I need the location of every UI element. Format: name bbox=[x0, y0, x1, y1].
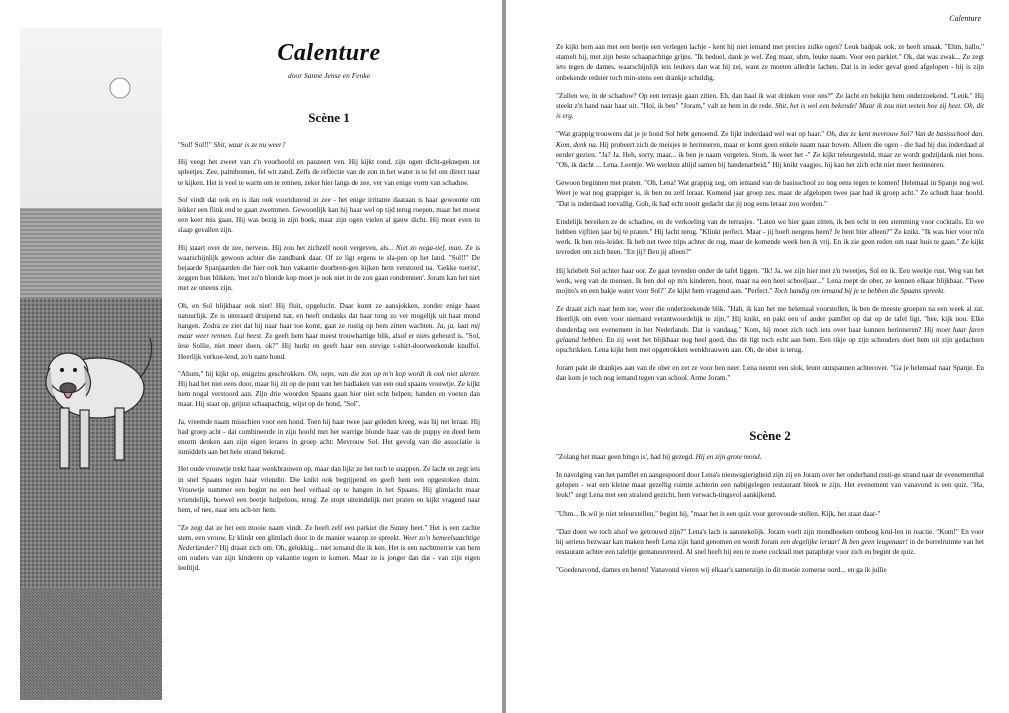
paragraph-text: "Zullen we, in de schaduw? Op een terrasje gaan zitten. Eh, dan haal ik wat drinken voor ons?" Ze lacht en bekijkt hem onderzoekend. "Leuk." Hij steekt z'n hand naar haar uit. "Hoi, ik ben" "Joram," valt ze hem in de rede. bbox=[556, 91, 984, 111]
paragraph bbox=[556, 565, 984, 575]
paragraph bbox=[178, 140, 480, 150]
dog-beach-illustration bbox=[20, 28, 162, 700]
running-head: Calenture bbox=[949, 14, 981, 23]
scene-1-body bbox=[178, 140, 480, 574]
paragraph bbox=[178, 195, 480, 236]
paragraph bbox=[556, 42, 984, 83]
right-page-text bbox=[556, 42, 984, 584]
story-title: Calenture bbox=[277, 40, 381, 66]
paragraph-text: In navolging van het pamflet en aangespoord door Lena's nieuwsgierigheid zijn zij en Joram over het onderhand rusti-ge strand naar de evenementhal gelopen - wat een kleine maar gezellig ruimte achterin een nabijgelegen restaurant bleek te zijn. Het evenement van vanavond is een quiz. "Ha, leuk!" zegt Lena met een stralend gezicht, hem verwach-tingsvol aankijkend. bbox=[556, 470, 984, 500]
paragraph-text-after: Ze geeft hem haar meest trouwhartige blik, alsof er niets gebeurd is. "Sol, lese Sollie, niet meer doen, ok?" Hij hurkt en geeft haar een stevige t-shirt-doorweekende knuffel. Heerlijk verkoe-lend, zo'n natte hond. bbox=[178, 332, 480, 361]
paragraph-italic-thought: Ja, ja, laat mij maar weer rennen. Lui beest. bbox=[178, 322, 480, 341]
paragraph-text: "Uhm... Ik wil je niet teleurstellen," begint hij, "maar het is een quiz voor gerovoude stellen. Kijk, het staat daar-" bbox=[556, 509, 881, 518]
paragraph-text: Joram pakt de drankjes aan van de ober en zet ze voor hen neer. Lena neemt een slok, leunt ontspannen achterover. "Ga je helemaal naar Spanje. En dan kom je toch nog iemand tegen van school. Arme Joram." bbox=[556, 364, 984, 383]
paragraph-text: "Zolang het maar geen bingo is', had hij gezegd. bbox=[556, 452, 696, 461]
paragraph bbox=[556, 470, 984, 501]
paragraph bbox=[556, 266, 984, 297]
paragraph-text: "Ahum," hij kijkt op, enigzins geschrokken. bbox=[178, 369, 309, 378]
paragraph-text: Gewoon beginnen met praten. "Oh, Lena! Wat grappig zeg, om iemand van de basisschool zo nog eens tegen te komen! Helemaal in Spanje nog wel. Weet je wat nog grappiger is, ik ben nu zelf leraar. Komend jaar groep zes, maar de afgelopen twee jaar had ik groep acht." Ze schudt haar hoofd. "Dat is inderdaad toevallig. Goh, ik had echt nooit gedacht dat jij nog eens leraar zou worden." bbox=[556, 179, 984, 208]
paragraph-italic-thought: Hij en zijn grote mond. bbox=[695, 452, 762, 461]
scene-2-body bbox=[556, 452, 984, 576]
left-page bbox=[0, 0, 502, 713]
paragraph-italic-thought: Oh, oeps, van die zon op m'n kop wordt ik ook niet alerter. bbox=[308, 369, 481, 378]
paragraph bbox=[556, 452, 984, 462]
paragraph-italic-thought: Weer zo'n hemeelsaachtige Nederlander? bbox=[178, 533, 480, 552]
paragraph bbox=[556, 509, 984, 519]
paragraph bbox=[178, 417, 480, 458]
paragraph bbox=[556, 363, 984, 383]
paragraph-italic-thought: Oh, dus ze kent mevrouw Sol? Van de basisschool dan. Kom, denk na. bbox=[556, 130, 984, 149]
paragraph-text: "Goedenavond, dames en heren! Vanavond vieren wij elkaar's samenzijn in dit mooie zomerse oord... en ga ik jullie bbox=[556, 566, 887, 575]
paragraph-text-after: in de borrelruimte van het restaurant achter een tafeltje gemaneuvreerd. Al snel heeft hij een te zoete cocktail met paraplutje voor zich en begint de quiz. bbox=[556, 537, 984, 557]
paragraph-italic-thought: Shit, het is wel een bekende! Maar ik zou niet weten hoe zij heet. Oh, dit is erg. bbox=[556, 102, 984, 121]
paragraph-text: Hij staart over de zee, nerveus. Hij zou het zichzelf nooit vergeven, als... bbox=[178, 243, 396, 252]
paragraph-text-after: Hij had het niet eens door, maar hij zit op de punt van het badlaken van een oud spaans vrouwtje. Ze kijkt hem nogal verstoord aan. Zijn drie woorden Spaans gaan hier niet echt helpen; handen en voeten dan maar. Hij staat op, grijnst schaapachtig, wijst op de hond, "Sol". bbox=[178, 380, 480, 409]
paragraph-text: Het oude vrouwtje trekt haar wenkbrauwen op, maar dan lijkt ze het toch te snappen. Ze lacht en zegt iets in snel Spaans tegen haar vriendin. Die knikt ook begrijpend en geeft hem een opgestoken duim. Vrouwtje nummer een begint nu een heel verhaal op te hangen in het Spaans. Hij glimlacht maar vriendelijk, hoewel een beetje hulpeloos, terug. Ze stopt uiteindelijk met praten en kijkt vragend naar hem, of nee, naar iets ach-ter hem. bbox=[178, 465, 480, 515]
scene-2-heading: Scène 2 bbox=[749, 427, 791, 443]
paragraph-text: Ze kijkt hem aan met een beetje een verlegen lachje - kent hij niet iemand met precies zulke ogen? Leuk badpak ook, ze heeft smaak. "Ehm, hallo," stamelt hij, met zijn beste schaapachtige grijns. "Ik bedoel, dank je wel. Zeg maar, uhm, leuke naam. Voor een parkiet." Ok, dat was zwak... Ze zegt iets tegen de dames, waarschijnlijk iets leukers dan wat hij zei, want ze moeten alledrie lachen. Dat is in ieder geval goed afgelopen - hij is zijn onbekende redster toch min-stens een drankje schuldig. bbox=[556, 43, 984, 82]
paragraph-text-after: Hij probeert zich de meisjes te herinneren, maar er komt geen enkele naam naar boven. Alleen die ogen - die had hij dus inderdaad al eerder gezien. "Ja? Ja. Heh, sorry, maar... ik ben je naam vergeten. Stom, ik weet het -" Ze kijkt teleurgesteld, maar ze wordt godzijdank niet boos. "Oh, ik dacht ... Lena. Leentje. We werkten altijd samen bij handenarbeid." Hij knikt vaagjes, hij kan het zich echt niet meer herinneren. bbox=[556, 140, 984, 170]
paragraph-text-after: Hij draait zich om. Oh, gelukkig... niet iemand die ik ken. Het is een nachtmerrie van hem om ouders van zijn kinderen op vakantie tegen te komen. Maar ze is jonger dan dat - van zijn eigen leeftijd. bbox=[178, 543, 480, 573]
scene-1-continued bbox=[556, 42, 984, 384]
paragraph-text: Ja, vreemde naam misschien voor een hond. Toen hij haar twee jaar geleden kreeg, was hij net leraar. Hij had groep acht - dat combineerde in zijn hoofd met het warrige blonde haar van de puppy en deed hem enorm denken aan zijn eigen lerares in groep acht: Mevrouw Sol. Het gevolg van die associatie is inmiddels aan het hele strand bekend. bbox=[178, 417, 480, 457]
paragraph-italic-thought: Hij moet haar faren gelaand hebben. bbox=[556, 325, 984, 344]
byline: door Sanne Jense en Fenke bbox=[287, 71, 371, 80]
paragraph bbox=[556, 527, 984, 558]
scene-1-heading: Scène 1 bbox=[308, 110, 350, 125]
paragraph bbox=[556, 304, 984, 355]
paragraph-text: "Dan doen we toch alsof we getrouwd zijn?" Lena's lach is aanstekelijk. Joram voelt zijn mondhoeken omhoog krul-len in reactie. "Kom!" En voor hij serieus bezwaar kan maken heeft Lena zijn hand genomen en wordt Joram bbox=[556, 527, 984, 546]
paragraph-text: Eindelijk bereiken ze de schaduw, en de verkoeling van de terrasjes. "Laten we hier gaan zitten, ik ben echt in een stemming voor cocktails. En we hebben vijftien jaar bij te praten." Hij lacht terug. "Klinkt perfect. Maar - jij hoeft nergens heen? Je bent hier alleen?" Ze knikt. "Ik was hier voor m'n werk. Ik ben reis-leider. Ik heb net twee trips achter de rug, maar de komende week ben ik vrij. En ik zie geen reden om naar huis te gaan." Ze kijkt tevreden om zich heen. "En jij? Ben jij alleen?" bbox=[556, 217, 984, 257]
paragraph-text-after: En zij weet het blijkbaar nog heel goed, dus dit ligt toch echt aan hem. Een tikje op zijn schouders doet hem uit zijn gedachten opschrikken. Lena kijkt hem met opgetrokken wenkbrauwen aan. Oh, de ober is terug. bbox=[556, 335, 984, 355]
left-page-text bbox=[178, 40, 480, 581]
paragraph-text: Sol vindt dat ook en is dan ook voortdurend in zee - het enige irritante daaraan is haar gewoonte om lekker een flink end te gaan zwemmen. Gewoonlijk kan hij haar wel op tijd terug roepen, maar het moest een keer mis gaan. Hij was bezig in zijn boek, maar zijn ogen vielen al gauw dicht. Hij moet even in slaap gevallen zijn. bbox=[178, 195, 480, 235]
paragraph bbox=[178, 369, 480, 410]
paragraph-italic-thought: Toch handig om iemand bij je te hebben die Spaans spreekt. bbox=[774, 287, 946, 296]
paragraph-text: "Sol! Sol!!" bbox=[178, 141, 214, 149]
paragraph bbox=[556, 217, 984, 258]
right-page bbox=[506, 0, 1009, 713]
paragraph-text: Oh, en Sol blijkbaar ook niet! Hij fluit, opgelucht. Daar komt ze aansjokken, zonder enige haast natuurlijk. Ze is uiteraard druipend nat, en heeft ondanks dat haar tong zo ver mogelijk uit haar mond hangen. Zodra ze ziet dat hij naar haar toe komt, gaat ze rustig op hem zitten wachten. bbox=[178, 301, 480, 331]
paragraph bbox=[556, 91, 984, 122]
paragraph-text-after: Ze is waarschijnlijk gewoon achter die zandbank daar. Of ze ligt ergens te sla-pen op het land. "Sol!!" De bejaarde Spanjaarden die hier ook hun vakantie doorbren-gen kijken hem verstoord na. 'Gekke toerist', zeggen hun blikken, 'met zo'n blonde kop moet je ook niet in de zon gaan rondrennen'. Joram kan het niet met ze oneens zijn. bbox=[178, 243, 480, 293]
paragraph-text: Ze draait zich naar hem toe, weer die onderzoekende blik. "Hah, ik kan het me helemaal voorstellen, ik ben de meeste groepen na een week al zat. Heerlijk om even voor niemand verantwoordelijk te zijn." Hij knikt, en pakt een of ander pamflet op dat op de tafel ligt, "hee, kijk nou. Elke donderdag een evenement in het Nederlands. Dat is vandaag." Kom, hij moet zich toch iets over haar kunnen herinneren? bbox=[556, 305, 984, 334]
paragraph-text: "Ze zegt dat ze het een mooie naam vindt. Ze heeft zelf een parkiet die Sunny heet." Het is een zachte stem, een vrouw. Er klinkt een glimlach door in de manier waarop ze spreekt. bbox=[178, 523, 480, 542]
paragraph bbox=[556, 129, 984, 170]
paragraph-text: Hij kriebelt Sol achter haar oor. Ze gaat tevreden onder de tafel liggen. "Ik! Ja, we zijn hier met z'n tweetjes, Sol en ik. Een weekje rust. Weg van het werk, weg van de mensen. Ik ben dol op m'n kinderen, hoor, maar na een heel schooljaar..." Lena roept de ober, ze kennen elkaar blijkbaar. "Twee mojito's en een bakje water voor Sol?" Ze kijkt hem vragend aan. "Perfect." bbox=[556, 266, 984, 296]
paragraph-text: Hij veegt het zweet van z'n voorhoofd en pauzeert ven. Hij kijkt rond, zijn ogen dicht-geknepen tot spleetjes. Zee, palmbomen, fel wit zand. Zelfs de reflectie van de zon in het water is te fel om direct naar te kijken. Het is veel te warm om te rennen, zeker hier langs de zee, ver van enige vorm van schaduw. bbox=[178, 158, 480, 187]
paragraph bbox=[178, 157, 480, 188]
paragraph-italic-thought: Niet zo nega-tief, man. bbox=[395, 243, 463, 252]
paragraph bbox=[178, 243, 480, 294]
paragraph-italic-thought: Shit, waar is ze nu weer? bbox=[213, 141, 286, 149]
paragraph bbox=[556, 178, 984, 209]
paragraph bbox=[178, 301, 480, 362]
paragraph bbox=[178, 523, 480, 574]
paragraph-italic-thought: een degelijke leraar! Ik ben geen leugenaar! bbox=[780, 537, 908, 546]
paragraph-text: "Wat grappig trouwens dat je je hond Sol hebt genoemd. Ze lijkt inderdaad wel wat op haar." bbox=[556, 130, 827, 139]
paragraph bbox=[178, 464, 480, 515]
